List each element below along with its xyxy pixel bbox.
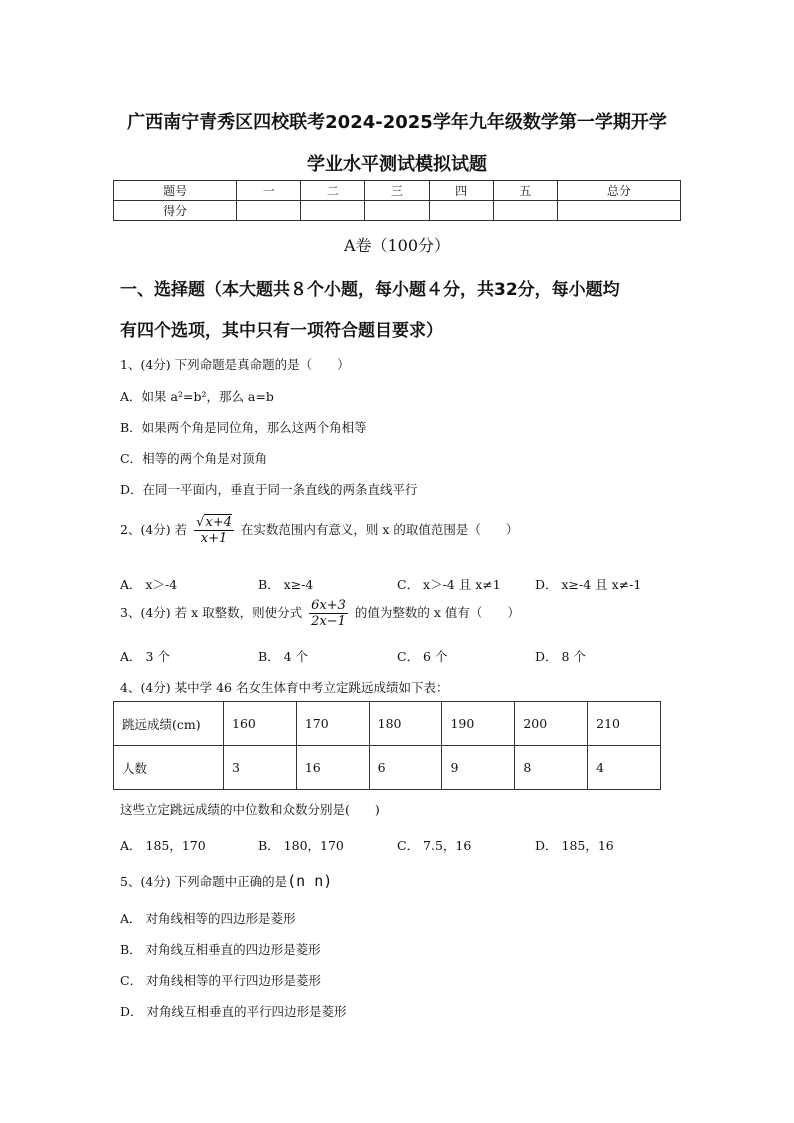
question-2-option-b: B． x≥-4 — [258, 577, 314, 592]
question-4-option-d: D． 185，16 — [535, 838, 614, 853]
question-4-option-a: A． 185，170 — [120, 838, 206, 853]
question-5-option-c: C． 对角线相等的平行四边形是菱形 — [120, 973, 322, 988]
question-3-option-c: C． 6 个 — [397, 649, 448, 664]
question-5-text: 5、(4分) 下列命题中正确的是 — [120, 874, 288, 889]
table-cell: 180 — [369, 702, 442, 746]
score-cell: 二 — [301, 181, 365, 201]
table-cell: 9 — [442, 746, 515, 790]
table-cell: 8 — [515, 746, 588, 790]
question-2-fraction: $\frac{√x+4}{x+1}$ — [196, 515, 232, 546]
score-cell: 五 — [493, 181, 557, 201]
score-cell: 题号 — [114, 181, 237, 201]
question-3-prefix: 3、(4分) 若 x 取整数，则使分式 — [120, 605, 303, 620]
table-cell: 200 — [515, 702, 588, 746]
table-cell: 170 — [296, 702, 369, 746]
question-1-option-b: B．如果两个角是同位角，那么这两个角相等 — [120, 420, 367, 435]
score-cell — [301, 201, 365, 221]
score-table — [113, 180, 681, 221]
question-2-prefix: 2、(4分) 若 — [120, 522, 188, 537]
question-2-denominator: x+1 — [200, 531, 228, 546]
score-cell — [429, 201, 493, 221]
question-1-option-a: A．如果 a²=b²，那么 a=b — [120, 389, 274, 404]
long-jump-table — [113, 701, 661, 790]
title-line-2: 学业水平测试模拟试题 — [307, 154, 487, 175]
table-cell: 人数 — [114, 746, 224, 790]
question-2-stem — [120, 515, 518, 546]
table-cell: 16 — [296, 746, 369, 790]
question-3-option-a: A． 3 个 — [120, 649, 170, 664]
question-4-stem: 4、(4分) 某中学 46 名女生体育中考立定跳远成绩如下表： — [120, 680, 449, 695]
question-5-option-d: D． 对角线互相垂直的平行四边形是菱形 — [120, 1004, 347, 1019]
question-2-suffix: 在实数范围内有意义，则 x 的取值范围是（ ） — [240, 522, 519, 537]
score-cell — [493, 201, 557, 221]
table-cell: 跳远成绩(cm) — [114, 702, 224, 746]
score-table-row — [114, 201, 681, 221]
question-1-option-c: C．相等的两个角是对顶角 — [120, 451, 268, 466]
score-cell — [365, 201, 429, 221]
score-cell — [237, 201, 301, 221]
table-cell: 190 — [442, 702, 515, 746]
question-2-numerator: x+4 — [205, 515, 232, 530]
table-cell: 210 — [588, 702, 661, 746]
table-cell: 3 — [224, 746, 297, 790]
question-3-fraction — [309, 598, 348, 629]
question-3-numerator: 6x+3 — [311, 598, 346, 613]
part-a-heading: A卷（100分） — [343, 236, 451, 255]
score-table-row — [114, 181, 681, 201]
table-row — [114, 746, 661, 790]
question-1-stem: 1、(4分) 下列命题是真命题的是（ ） — [120, 357, 350, 372]
score-cell: 得分 — [114, 201, 237, 221]
question-5-stem — [120, 872, 332, 890]
question-3-denominator: 2x−1 — [311, 614, 346, 629]
score-cell: 三 — [365, 181, 429, 201]
question-2-option-d: D． x≥-4 且 x≠-1 — [535, 577, 642, 592]
question-1-option-d: D．在同一平面内，垂直于同一条直线的两条直线平行 — [120, 482, 418, 497]
score-cell: 一 — [237, 181, 301, 201]
table-cell: 160 — [224, 702, 297, 746]
question-4-option-c: C． 7.5，16 — [397, 838, 472, 853]
question-5-option-a: A． 对角线相等的四边形是菱形 — [120, 911, 296, 926]
question-5-blank: (n n) — [287, 872, 333, 890]
score-cell: 四 — [429, 181, 493, 201]
title-line-1: 广西南宁青秀区四校联考2024-2025学年九年级数学第一学期开学 — [127, 112, 667, 133]
question-4-follow-up: 这些立定跳远成绩的中位数和众数分别是( ) — [120, 802, 380, 817]
question-5-option-b: B． 对角线互相垂直的四边形是菱形 — [120, 942, 321, 957]
table-row — [114, 702, 661, 746]
section-heading-line-1: 一、选择题（本大题共８个小题，每小题４分，共32分，每小题均 — [120, 280, 620, 300]
question-4-option-b: B． 180，170 — [258, 838, 344, 853]
question-3-stem — [120, 598, 520, 629]
question-3-option-d: D． 8 个 — [535, 649, 586, 664]
question-3-option-b: B． 4 个 — [258, 649, 309, 664]
score-cell: 总分 — [557, 181, 680, 201]
question-3-suffix: 的值为整数的 x 值有（ ） — [354, 605, 520, 620]
question-2-option-c: C． x＞-4 且 x≠1 — [397, 577, 501, 592]
table-cell: 4 — [588, 746, 661, 790]
question-2-option-a: A． x＞-4 — [120, 577, 178, 592]
score-cell — [557, 201, 680, 221]
table-cell: 6 — [369, 746, 442, 790]
section-heading-line-2: 有四个选项，其中只有一项符合题目要求） — [120, 321, 443, 341]
